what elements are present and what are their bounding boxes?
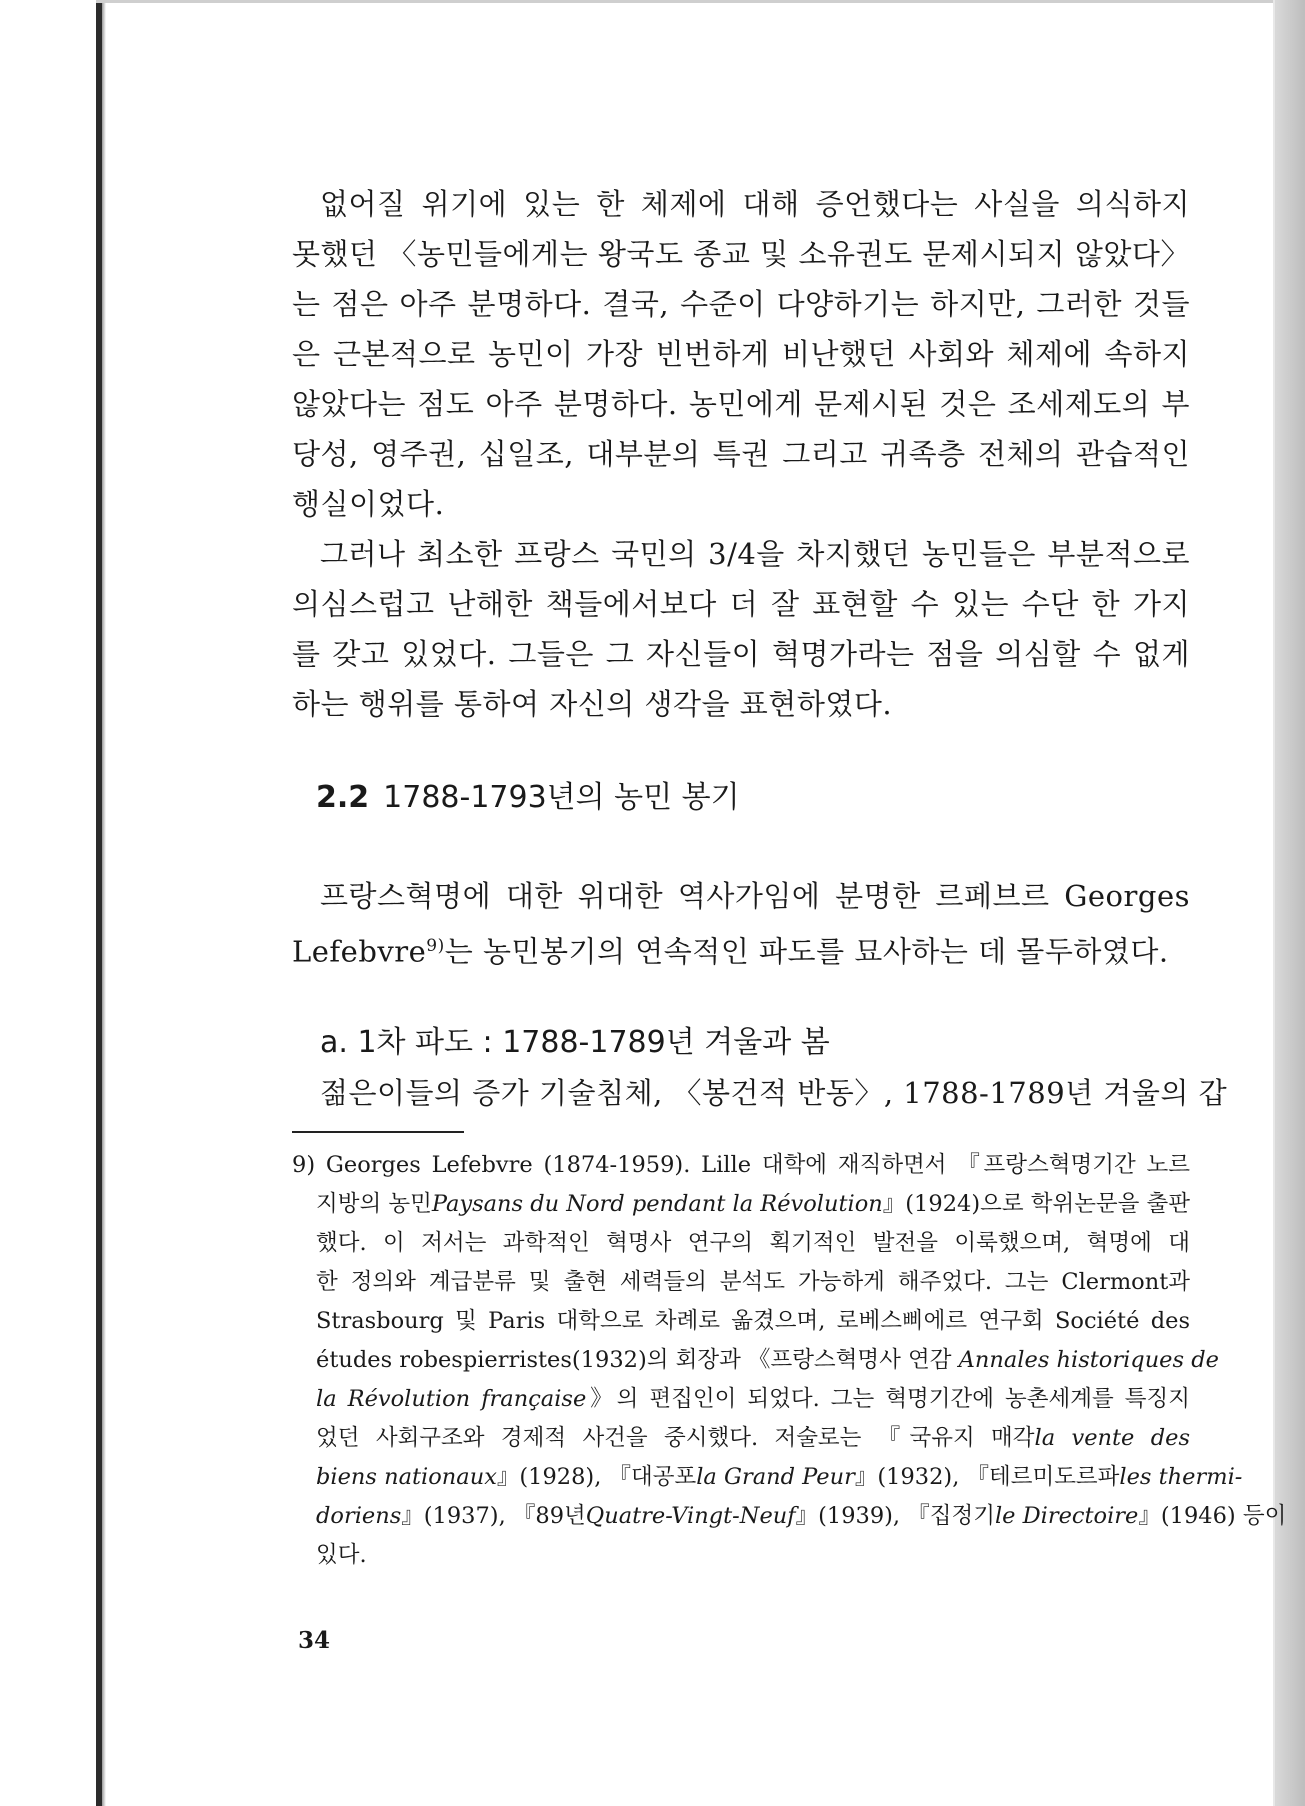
body-line: 하는 행위를 통하여 자신의 생각을 표현하였다. — [292, 687, 893, 721]
page-top-border — [96, 0, 1276, 3]
body-line: 그러나 최소한 프랑스 국민의 3/4을 차지했던 농민들은 부분적으로 — [320, 537, 1190, 571]
footnote-line: 9) Georges Lefebvre (1874-1959). Lille 대학에 재직하면서 『프랑스혁명기간 노르 — [292, 1152, 1190, 1178]
footnote-title-italic: les thermi- — [1119, 1464, 1243, 1490]
footnote-title-italic: la Grand Peur — [696, 1464, 855, 1490]
footnote-title-italic: le Directoire — [994, 1503, 1139, 1529]
body-line: 없어질 위기에 있는 한 체제에 대해 증언했다는 사실을 의식하지 — [320, 187, 1190, 221]
footnote-text: 』(1928), 『대공포 — [496, 1464, 697, 1490]
footnote-text: 었던 사회구조와 경제적 사건을 중시했다. 저술로는 『국유지 매각 — [316, 1425, 1035, 1451]
footnote-line — [292, 1384, 1190, 1414]
body-line: 는 점은 아주 분명하다. 결국, 수준이 다양하기는 하지만, 그러한 것들 — [292, 287, 1190, 321]
section-title: 1788-1793년의 농민 봉기 — [383, 780, 740, 815]
footnote-line — [292, 1423, 1190, 1453]
footnote-ref: 9) — [426, 936, 445, 956]
footnote-text: 』(1946) 등이 — [1138, 1503, 1287, 1529]
footnote-line: 했다. 이 저서는 과학적인 혁명사 연구의 획기적인 발전을 이룩했으며, 혁명에 대 — [316, 1230, 1190, 1256]
subsection-line: 젊은이들의 증가 기술침체, 〈봉건적 반동〉, 1788-1789년 겨울의 갑 — [320, 1076, 1228, 1110]
footnote-text: 』(1937), 『89년 — [401, 1503, 586, 1529]
footnote-text: 지방의 농민 — [316, 1191, 432, 1217]
binding-shadow — [102, 0, 106, 1806]
footnote-text: 》의 편집인이 되었다. 그는 혁명기간에 농촌세계를 특징지 — [586, 1386, 1190, 1412]
footnote-text: 』(1924)으로 학위논문을 출판 — [882, 1191, 1191, 1217]
body-line: 않았다는 점도 아주 분명하다. 농민에게 문제시된 것은 조세제도의 부 — [292, 387, 1190, 421]
footnote-title-italic: doriens — [316, 1503, 402, 1529]
footnote-title-italic: Paysans du Nord pendant la Révolution — [431, 1191, 883, 1217]
footnote-text: études robespierristes(1932)의 회장과 《프랑스혁명사 연감 — [316, 1347, 952, 1373]
body-line: 행실이었다. — [292, 487, 445, 521]
footnote-title-italic: Annales historiques de — [958, 1347, 1219, 1373]
footnote-title-italic: biens nationaux — [316, 1464, 497, 1490]
right-margin-strip — [1275, 0, 1305, 1806]
body-line: 못했던 〈농민들에게는 왕국도 종교 및 소유권도 문제시되지 않았다〉 — [292, 237, 1190, 271]
section-line-rest: 는 농민봉기의 연속적인 파도를 묘사하는 데 몰두하였다. — [444, 934, 1169, 969]
footnote-title-italic: la vente des — [1034, 1425, 1190, 1451]
footnote-line: Strasbourg 및 Paris 대학으로 차례로 옮겼으며, 로베스삐에르 연구회 Société des — [316, 1308, 1190, 1334]
footnote-line: 한 정의와 계급분류 및 출현 세력들의 분석도 가능하게 해주었다. 그는 Clermont과 — [316, 1269, 1190, 1295]
section-number: 2.2 — [316, 780, 370, 815]
subsection-heading: a. 1차 파도 : 1788-1789년 겨울과 봄 — [320, 1025, 830, 1060]
footnote-line — [292, 1501, 1287, 1531]
footnote-text: 』(1939), 『집정기 — [795, 1503, 995, 1529]
body-line: 의심스럽고 난해한 책들에서보다 더 잘 표현할 수 있는 수단 한 가지 — [292, 587, 1190, 621]
body-line: 은 근본적으로 농민이 가장 빈번하게 비난했던 사회와 체제에 속하지 — [292, 337, 1190, 371]
footnote-line — [292, 1345, 1219, 1375]
body-line: 를 갖고 있었다. 그들은 그 자신들이 혁명가라는 점을 의심할 수 없게 — [292, 637, 1190, 671]
footnote-rule — [292, 1131, 464, 1133]
author-name: Lefebvre — [292, 934, 427, 969]
footnote-title-italic: la Révolution française — [316, 1386, 587, 1412]
footnote-line — [292, 1189, 1190, 1219]
section-line: 프랑스혁명에 대한 위대한 역사가임에 분명한 르페브르 Georges — [320, 879, 1190, 913]
footnote-text: 』(1932), 『테르미도르파 — [854, 1464, 1120, 1490]
section-line — [292, 928, 1190, 970]
section-heading — [316, 778, 740, 818]
page-number: 34 — [298, 1627, 331, 1654]
footnote-title-italic: Quatre-Vingt-Neuf — [585, 1503, 796, 1529]
footnote-line: 있다. — [316, 1542, 367, 1568]
body-line: 당성, 영주권, 십일조, 대부분의 특권 그리고 귀족층 전체의 관습적인 — [292, 437, 1190, 471]
footnote-line — [292, 1462, 1243, 1492]
